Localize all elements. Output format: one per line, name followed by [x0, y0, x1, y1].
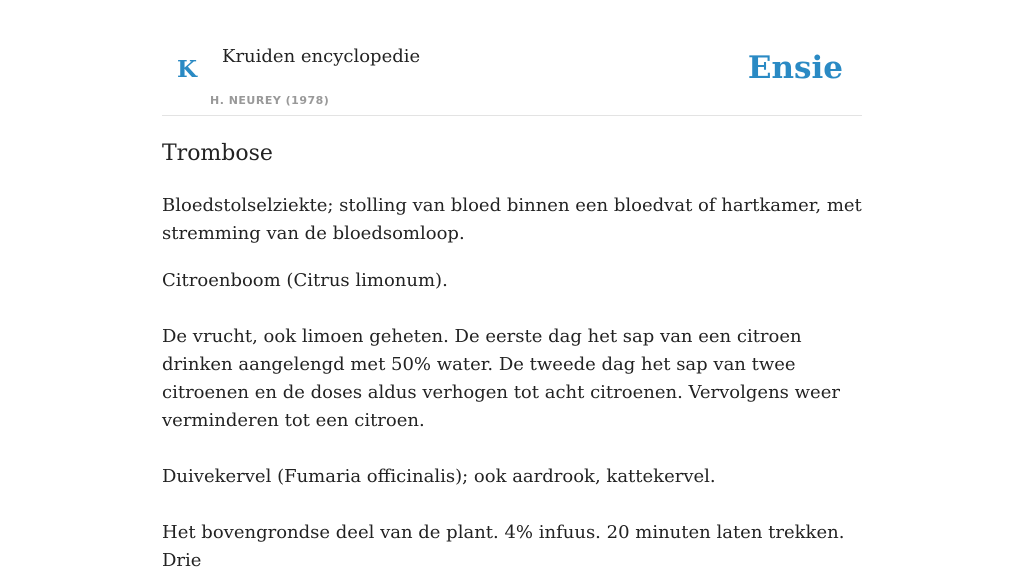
entry-paragraph: Bloedstolselziekte; stolling van bloed binnen een bloedvat of hartkamer, met stremming van de bloedsomloop. — [162, 195, 862, 244]
entry-paragraph: Citroenboom (Citrus limonum). — [162, 270, 448, 291]
entry-content — [162, 138, 862, 575]
entry-paragraph: De vrucht, ook limoen geheten. De eerste dag het sap van een citroen drinken aangelengd met 50% water. De tweede dag het sap van twee citroenen en de doses aldus verhogen tot acht citroenen. Vervolgens weer verminderen tot een citroen. — [162, 326, 840, 431]
entry-paragraph: Duivekervel (Fumaria officinalis); ook aardrook, kattekervel. — [162, 466, 716, 487]
entry-title: Trombose — [162, 141, 273, 166]
ensie-logo-link[interactable]: Ensie — [747, 50, 843, 86]
book-title-link[interactable]: Kruiden encyclopedie — [222, 46, 421, 67]
book-logo-icon[interactable]: K — [177, 56, 197, 83]
site-header — [162, 0, 862, 116]
entry-paragraph: Het bovengrondse deel van de plant. 4% infuus. 20 minuten laten trekken. Drie — [162, 522, 845, 571]
book-author: H. NEUREY (1978) — [210, 94, 330, 107]
